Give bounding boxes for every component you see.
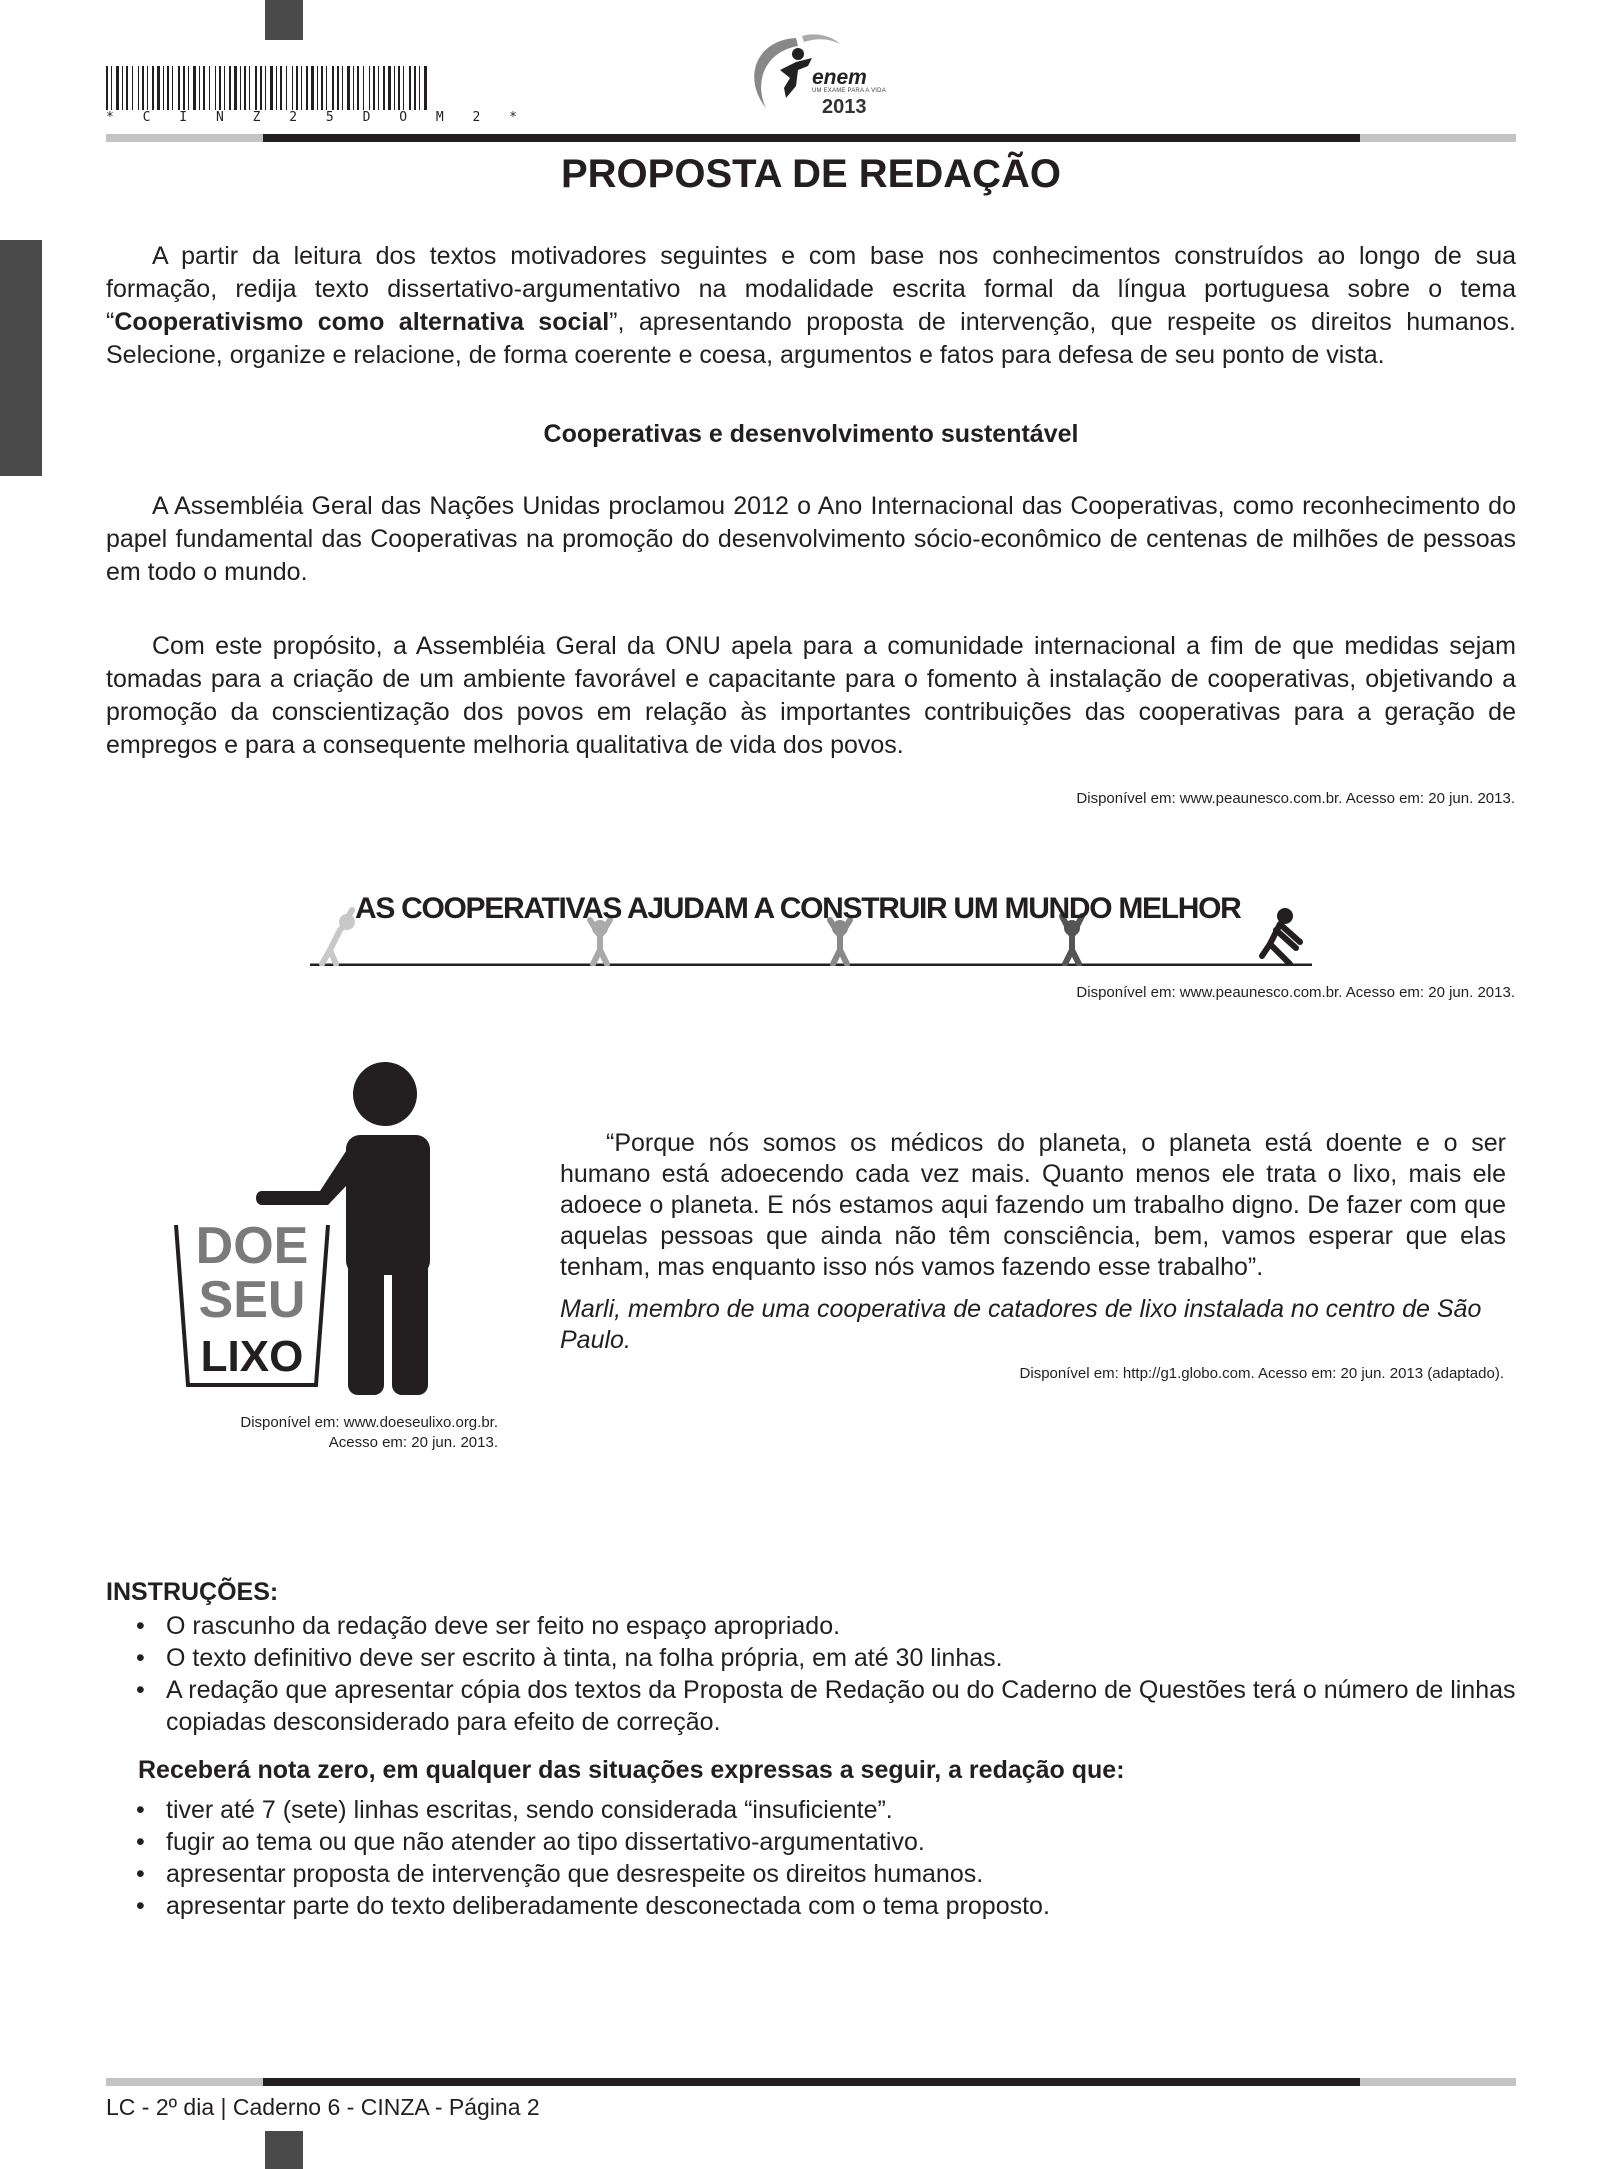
list-item: • A redação que apresentar cópia dos textos da Proposta de Redação ou do Caderno de Questões terá o número de linhas copiadas desconsiderado para efeito de correção. [136, 1674, 1516, 1738]
page-tab-top [265, 0, 303, 40]
text1-title: Cooperativas e desenvolvimento sustentável [543, 420, 1079, 448]
logo-tagline: UM EXAME PARA A VIDA [812, 88, 886, 94]
text1-paragraph-2: Com este propósito, a Assembléia Geral da ONU apela para a comunidade internacional a fim de que medidas sejam tomadas para a criação de um ambiente favorável e capacitante para o fomento à instalação de cooperativas, objetivando a promoção da conscientização dos povos em relação às importantes contribuições das cooperativas para a geração de empregos e para a consequente melhoria qualitativa de vida dos povos. [106, 632, 1516, 759]
list-item: • apresentar proposta de intervenção que desrespeite os direitos humanos. [136, 1858, 1516, 1890]
barcode-text: * C I N Z 2 5 D O M 2 * [106, 110, 528, 125]
text2-source: Disponível em: www.peaunesco.com.br. Acesso em: 20 jun. 2013. [1076, 984, 1515, 1001]
list-item: • O rascunho da redação deve ser feito no espaço apropriado. [136, 1610, 1516, 1642]
page-title: PROPOSTA DE REDAÇÃO [560, 152, 1062, 196]
text1-paragraph-1: A Assembléia Geral das Nações Unidas proclamou 2012 o Ano Internacional das Cooperativas, como reconhecimento do papel fundamental das Cooperativas na promoção do desenvolvimento sócio-econômico de centenas de milhões de pessoas em todo o mundo. [106, 492, 1516, 586]
header-rule [106, 134, 1516, 142]
zero-grade-title: Receberá nota zero, em qualquer das situações expressas a seguir, a redação que: [138, 1756, 1125, 1784]
list-item: • fugir ao tema ou que não atender ao tipo dissertativo-argumentativo. [136, 1826, 1516, 1858]
text3-attribution: Marli, membro de uma cooperativa de catadores de lixo instalada no centro de São Paulo. [560, 1295, 1482, 1354]
instructions-title: INSTRUÇÕES: [106, 1578, 279, 1606]
lixo-line-2: SEU [198, 1271, 306, 1329]
logo-word: enem [812, 66, 867, 89]
text2-banner: AS COOPERATIVAS AJUDAM A CONSTRUIR UM MUNDO MELHOR [355, 892, 1241, 925]
doe-seu-lixo-illustration [170, 1055, 470, 1395]
page-tab-left [0, 240, 42, 476]
footer-rule [106, 2078, 1516, 2086]
logo-year: 2013 [822, 96, 867, 118]
zero-grade-list [136, 1794, 1516, 1922]
theme-text: Cooperativismo como alternativa social [114, 308, 610, 336]
text1-source: Disponível em: www.peaunesco.com.br. Acesso em: 20 jun. 2013. [1076, 790, 1515, 807]
text3-source: Disponível em: http://g1.globo.com. Acesso em: 20 jun. 2013 (adaptado). [1019, 1365, 1504, 1382]
list-item: • tiver até 7 (sete) linhas escritas, sendo considerada “insuficiente”. [136, 1794, 1516, 1826]
list-item: • apresentar parte do texto deliberadamente desconectada com o tema proposto. [136, 1890, 1516, 1922]
list-item: • O texto definitivo deve ser escrito à tinta, na folha própria, em até 30 linhas. [136, 1642, 1516, 1674]
barcode [106, 66, 428, 110]
instructions-list [136, 1610, 1516, 1738]
page-tab-bottom [265, 2131, 303, 2169]
lixo-line-3: LIXO [200, 1332, 304, 1381]
text3-quote: “Porque nós somos os médicos do planeta, o planeta está doente e o ser humano está adoecendo cada vez mais. Quanto menos ele trata o lixo, mais ele adoece o planeta. E nós estamos aqui fazendo um trabalho digno. De fazer com que aquelas pessoas que ainda não têm consciência, bem, vamos esperar que elas tenham, mas enquanto isso nós vamos fazendo esse trabalho”. [560, 1129, 1506, 1281]
intro-paragraph: A partir da leitura dos textos motivadores seguintes e com base nos conhecimentos construídos ao longo de sua formação, redija texto dissertativo-argumentativo na modalidade escrita formal da língua portuguesa sobre o tema “Cooperativismo como alternativa social”, apresentando proposta de intervenção, que respeite os direitos humanos. Selecione, organize e relacione, de forma coerente e coesa, argumentos e fatos para defesa de seu ponto de vista. [106, 242, 1516, 369]
page-footer: LC - 2º dia | Caderno 6 - CINZA - Página 2 [106, 2094, 540, 2120]
text3-figure-source: Disponível em: www.doeseulixo.org.br. Acesso em: 20 jun. 2013. [240, 1414, 498, 1451]
lixo-line-1: DOE [195, 1217, 309, 1275]
